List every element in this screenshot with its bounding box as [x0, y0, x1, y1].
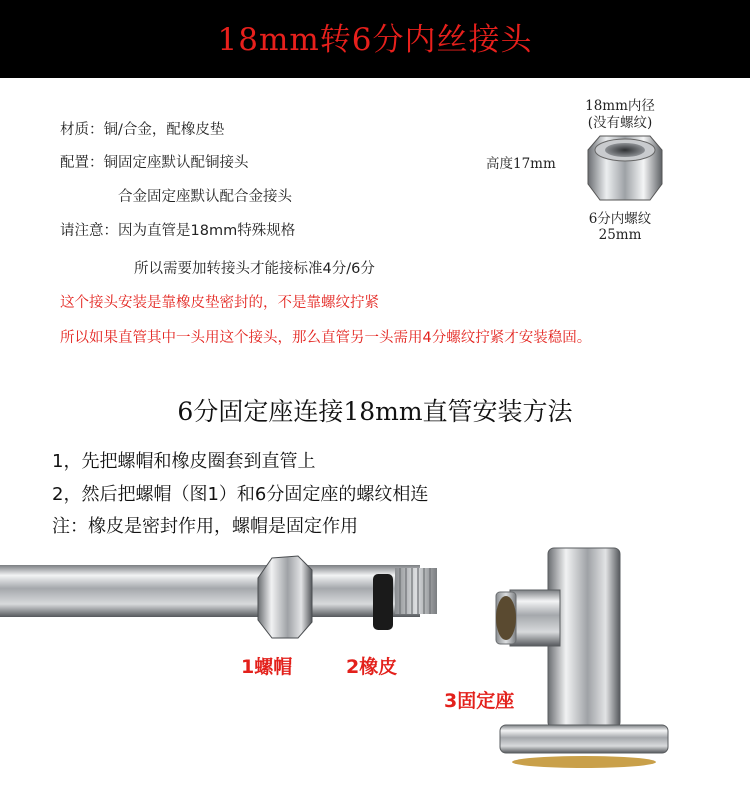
spec-config-alloy: 合金固定座默认配合金接头 — [118, 189, 292, 205]
install-note: 注：橡皮是密封作用，螺帽是固定作用 — [52, 516, 358, 537]
rubber-ring — [373, 574, 393, 630]
part-label-fixed-seat: 3固定座 — [444, 690, 515, 712]
nut-thread-label: 6分内螺纹 — [588, 211, 652, 227]
nut-inner-diameter-label: 18mm内径 — [585, 98, 655, 114]
straight-pipe — [0, 565, 420, 617]
nut-image — [580, 128, 670, 208]
spec-note-standard: 所以需要加转接头才能接标准4分/6分 — [134, 261, 375, 277]
spec-note: 请注意：因为直管是18mm特殊规格 — [60, 223, 296, 239]
install-heading: 6分固定座连接18mm直管安装方法 — [177, 397, 573, 426]
pipe-thread — [395, 568, 437, 614]
part-label-nut: 1螺帽 — [241, 656, 293, 678]
fixed-seat-flange — [500, 725, 668, 753]
nut-outer-diameter-label: 25mm — [598, 227, 642, 243]
nut-height-label: 高度17mm — [486, 156, 556, 172]
title-bar — [0, 0, 750, 78]
spec-material: 材质：铜/合金，配橡皮垫 — [60, 122, 225, 138]
page-title: 18mm转6分内丝接头 — [217, 22, 533, 58]
warning-other-end: 所以如果直管其中一头用这个接头，那么直管另一头需用4分螺纹拧紧才安装稳固。 — [60, 330, 592, 346]
warning-seal: 这个接头安装是靠橡皮垫密封的，不是靠螺纹拧紧 — [60, 295, 379, 311]
pipe-nut — [258, 556, 312, 638]
install-step-2: 2，然后把螺帽（图1）和6分固定座的螺纹相连 — [52, 484, 429, 505]
fixed-seat-branch — [510, 590, 560, 646]
spec-config: 配置：铜固定座默认配铜接头 — [60, 155, 249, 171]
install-step-1: 1，先把螺帽和橡皮圈套到直管上 — [52, 451, 316, 472]
part-label-rubber: 2橡皮 — [346, 656, 398, 678]
nut-no-thread-label: (没有螺纹) — [587, 115, 653, 131]
